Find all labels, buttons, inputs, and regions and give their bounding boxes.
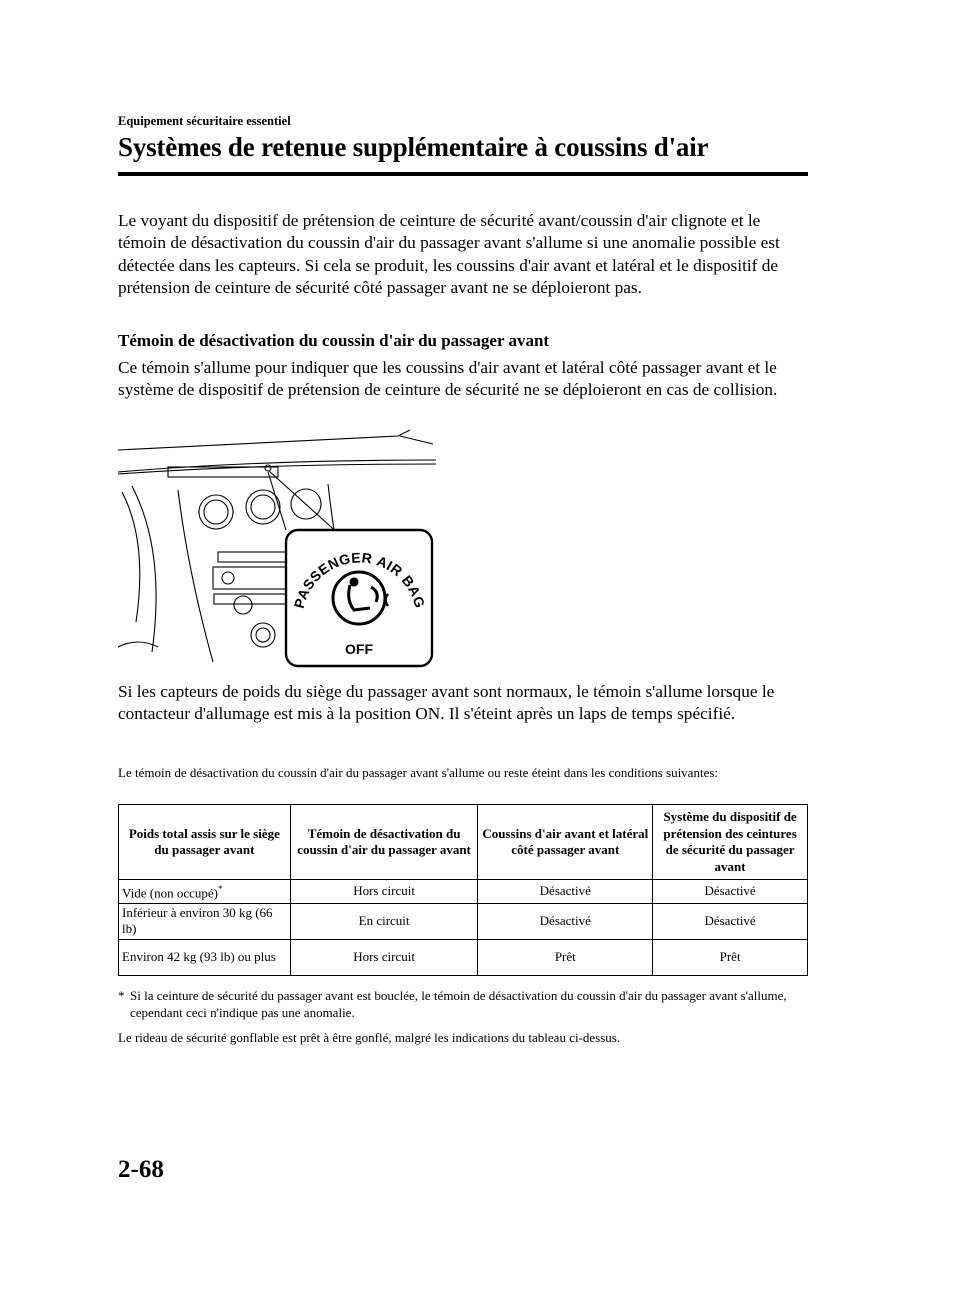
table-row [119, 939, 808, 975]
table-cell: Prêt [653, 939, 808, 975]
title-rule [118, 172, 808, 176]
table-header-cell: Coussins d'air avant et latéral côté passager avant [478, 805, 653, 880]
page-number: 2-68 [118, 1156, 164, 1183]
table-cell: Désactivé [478, 903, 653, 939]
table-cell: Hors circuit [290, 939, 478, 975]
page-title: Systèmes de retenue supplémentaire à coussins d'air [118, 132, 709, 162]
weight-text: Vide (non occupé) [122, 885, 218, 901]
closing-note: Le rideau de sécurité gonflable est prêt à être gonflé, malgré les indications du tableau ci-dessus. [118, 1030, 621, 1045]
table-cell: En circuit [290, 903, 478, 939]
footnote-mark: * [217, 884, 223, 894]
table-cell: Prêt [478, 939, 653, 975]
table-cell: Inférieur à environ 30 kg (66 lb) [119, 903, 291, 939]
dashboard-drawing [118, 422, 436, 668]
body-paragraph: Si les capteurs de poids du siège du passager avant sont normaux, le témoin s'allume lorsque le contacteur d'allumage est mis à la position ON. Il s'éteint après un laps de temps spécifié. [118, 682, 775, 724]
table-header-row [119, 805, 808, 880]
table-cell: Environ 42 kg (93 lb) ou plus [119, 939, 291, 975]
body-paragraph: Le voyant du dispositif de prétension de ceinture de sécurité avant/coussin d'air clignote et le témoin de désactivation du coussin d'air du passager avant s'allume si une anomalie possible est détectée dans les capteurs. Si cela se produit, les coussins d'air avant et latéral et le dispositif de prétension de ceinture de sécurité côté passager avant ne se déploieront pas. [118, 211, 780, 298]
section-label: Equipement sécuritaire essentiel [118, 114, 291, 128]
table-cell: Désactivé [653, 880, 808, 904]
footnote-text: Si la ceinture de sécurité du passager avant est bouclée, le témoin de désactivation du coussin d'air du passager avant s'allume, cependant ceci n'indique pas une anomalie. [130, 988, 787, 1020]
table-header-cell: Témoin de désactivation du coussin d'air du passager avant [290, 805, 478, 880]
table-header-cell: Système du dispositif de prétension des ceintures de sécurité du passager avant [653, 805, 808, 880]
table-footnote [118, 988, 808, 1021]
indicator-off-label: OFF [345, 641, 373, 657]
table-row [119, 880, 808, 904]
table-cell: Désactivé [653, 903, 808, 939]
footnote-mark: * [118, 988, 125, 1003]
table-header-cell: Poids total assis sur le siège du passager avant [119, 805, 291, 880]
body-paragraph: Ce témoin s'allume pour indiquer que les coussins d'air avant et latéral côté passager avant et le système de dispositif de prétension de ceinture de sécurité ne se déploieront en cas de collision. [118, 358, 778, 400]
dashboard-illustration [118, 422, 436, 668]
table-cell: Désactivé [478, 880, 653, 904]
airbag-status-table [118, 804, 808, 976]
table-cell [119, 880, 291, 904]
table-intro-note: Le témoin de désactivation du coussin d'air du passager avant s'allume ou reste éteint dans les conditions suivantes: [118, 765, 719, 780]
subheading: Témoin de désactivation du coussin d'air du passager avant [118, 331, 550, 350]
table-row [119, 903, 808, 939]
table-cell: Hors circuit [290, 880, 478, 904]
indicator-arc-label: PASSENGER AIR BAG [290, 549, 429, 610]
